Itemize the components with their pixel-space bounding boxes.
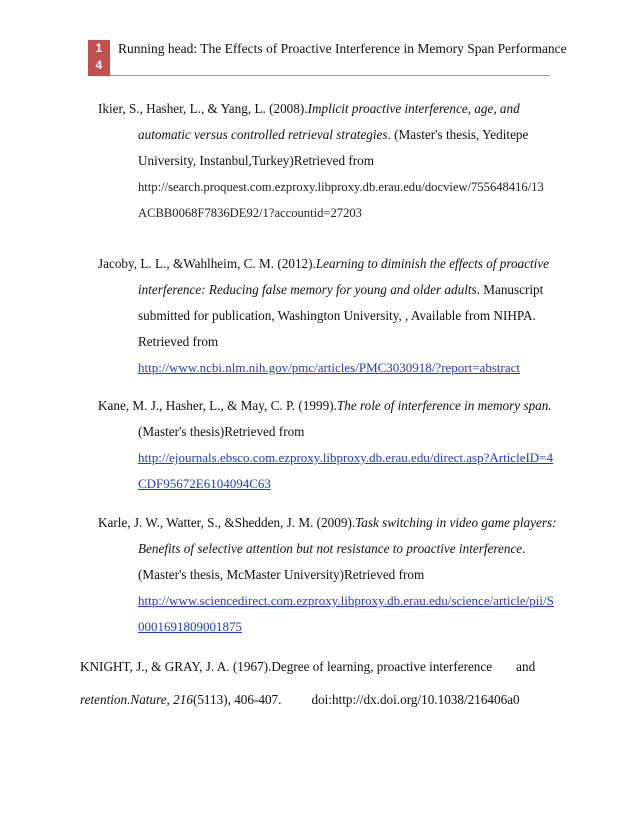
reference-link-continued[interactable]: CDF95672E6104094C63 — [138, 476, 271, 491]
reference-url: http://search.proquest.com.ezproxy.libproxy.db.erau.edu/docview/755648416/13 — [138, 180, 544, 194]
reference-line — [98, 122, 558, 148]
page-number-digit-2: 4 — [95, 58, 103, 72]
reference-text: (Master's thesis, McMaster University)Retrieved from — [138, 567, 425, 582]
reference-jacoby — [98, 251, 558, 381]
reference-url: ACBB0068F7836DE92/1?accountid=27203 — [138, 206, 362, 220]
reference-knight-line-1 — [80, 654, 535, 680]
reference-authors: Kane, M. J., Hasher, L., & May, C. P. (1999). — [98, 398, 337, 413]
reference-title: interference: Reducing false memory for young and older adults — [138, 282, 477, 297]
reference-link-continued[interactable]: 0001691809001875 — [138, 619, 242, 634]
reference-title: Task switching in video game players: — [355, 515, 557, 530]
reference-title: Learning to diminish the effects of proactive — [315, 256, 550, 271]
reference-line — [98, 393, 558, 419]
reference-text: Retrieved from — [138, 334, 219, 349]
reference-ikier — [98, 96, 558, 226]
reference-line — [98, 536, 558, 562]
reference-doi: doi:http://dx.doi.org/10.1038/216406a0 — [311, 692, 520, 707]
reference-line — [98, 510, 558, 536]
reference-karle — [98, 510, 558, 640]
reference-text: (Master's thesis)Retrieved from — [138, 424, 305, 439]
reference-line — [98, 277, 558, 303]
page-number-digit-1: 1 — [95, 41, 103, 55]
reference-link[interactable]: http://ejournals.ebsco.com.ezproxy.libproxy.db.erau.edu/direct.asp?ArticleID=4 — [138, 450, 554, 465]
reference-link[interactable]: http://www.ncbi.nlm.nih.gov/pmc/articles/PMC3030918/?report=abstract — [138, 360, 520, 375]
reference-line — [98, 96, 558, 122]
reference-text: and — [516, 659, 536, 674]
reference-text: (5113), 406-407. — [192, 692, 282, 707]
reference-link[interactable]: http://www.sciencedirect.com.ezproxy.libproxy.db.erau.edu/science/article/pii/S — [138, 593, 554, 608]
reference-title: The role of interference in memory span. — [336, 398, 552, 413]
reference-journal: retention.Nature, 216 — [80, 692, 193, 707]
reference-authors: Ikier, S., Hasher, L., & Yang, L. (2008). — [98, 101, 308, 116]
reference-line — [98, 251, 558, 277]
reference-text: submitted for publication, Washington University, , Available from NIHPA. — [138, 308, 536, 323]
reference-authors: Jacoby, L. L., &Wahlheim, C. M. (2012). — [98, 256, 316, 271]
reference-text: University, Instanbul,Turkey)Retrieved from — [138, 153, 374, 168]
reference-text: . (Master's thesis, Yeditepe — [387, 127, 529, 142]
reference-title: Implicit proactive interference, age, and — [307, 101, 520, 116]
header-divider — [110, 75, 550, 76]
running-head: Running head: The Effects of Proactive Interference in Memory Span Performance — [118, 41, 567, 56]
reference-text: . — [522, 541, 526, 556]
reference-title: automatic versus controlled retrieval strategies — [138, 127, 388, 142]
reference-kane — [98, 393, 558, 497]
reference-title: Benefits of selective attention but not resistance to proactive interference — [138, 541, 523, 556]
reference-text: . Manuscript — [476, 282, 544, 297]
reference-text: KNIGHT, J., & GRAY, J. A. (1967).Degree of learning, proactive interference — [80, 659, 493, 674]
reference-knight-line-2 — [80, 687, 520, 713]
reference-authors: Karle, J. W., Watter, S., &Shedden, J. M. (2009). — [98, 515, 356, 530]
page-number-badge — [88, 40, 110, 76]
